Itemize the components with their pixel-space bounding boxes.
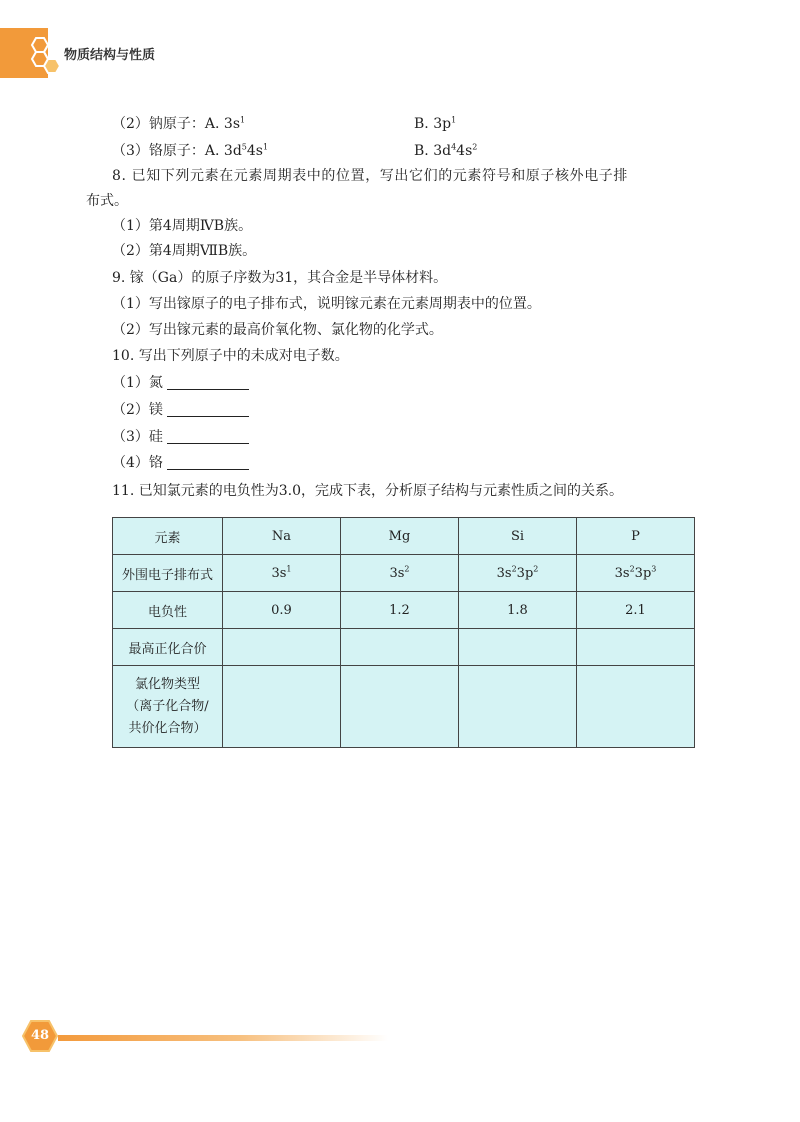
table-row-config — [113, 555, 695, 592]
q8-stem-line1: 8. 已知下列元素在元素周期表中的位置，写出它们的元素符号和原子核外电子排 — [112, 168, 629, 184]
cell-valence-na[interactable] — [223, 629, 341, 666]
q7-sodium-option-b: B. $3p^1$ — [414, 115, 457, 132]
chloride-header-line3: 共价化合物） — [128, 720, 207, 736]
q10-item-nitrogen: （1）氮 — [112, 373, 249, 393]
row-header-chloride — [113, 666, 223, 748]
table-row-element — [113, 518, 695, 555]
hexagon-logo-icon — [24, 36, 66, 76]
cell-config-na: $3s^1$ — [223, 555, 341, 592]
answer-blank[interactable] — [167, 429, 249, 444]
cell-chloride-si[interactable] — [459, 666, 577, 748]
cell-config-mg: $3s^2$ — [341, 555, 459, 592]
cell-config-si: $3s^23p^2$ — [459, 555, 577, 592]
q10-item-chromium: （4）铬 — [112, 453, 249, 473]
cell-valence-p[interactable] — [577, 629, 695, 666]
q8-stem-line2: 布式。 — [86, 193, 128, 209]
cell-element-si: Si — [459, 518, 577, 555]
cell-en-si: 1.8 — [459, 592, 577, 629]
answer-blank[interactable] — [167, 402, 249, 417]
cell-chloride-mg[interactable] — [341, 666, 459, 748]
q10-item-silicon: （3）硅 — [112, 427, 249, 447]
table-row-electronegativity — [113, 592, 695, 629]
q7-chromium-option-b: B. $3d^44s^2$ — [414, 142, 478, 159]
cell-valence-si[interactable] — [459, 629, 577, 666]
cell-en-p: 2.1 — [577, 592, 695, 629]
q9-stem: 9. 镓（Ga）的原子序数为31，其合金是半导体材料。 — [112, 270, 448, 286]
header-title: 物质结构与性质 — [64, 48, 156, 63]
q8-item-2: （2）第4周期ⅦB族。 — [112, 243, 257, 259]
q7-chromium-option-a: （3）铬原子：A. $3d^54s^1$ — [112, 142, 269, 159]
table-row-chloride — [113, 666, 695, 748]
q7-sodium-option-a: （2）钠原子：A. $3s^1$ — [112, 115, 246, 132]
cell-element-p: P — [577, 518, 695, 555]
cell-en-mg: 1.2 — [341, 592, 459, 629]
q8-item-1: （1）第4周期ⅣB族。 — [112, 218, 253, 234]
page-number: 48 — [30, 1028, 50, 1043]
answer-blank[interactable] — [167, 375, 249, 390]
q9-item-1: （1）写出镓原子的电子排布式，说明镓元素在元素周期表中的位置。 — [112, 296, 541, 312]
row-header-element: 元素 — [113, 518, 223, 555]
footer-bar — [58, 1035, 388, 1041]
chloride-header-line2: （离子化合物/ — [126, 698, 209, 714]
chloride-header-line1: 氯化物类型 — [134, 676, 200, 692]
cell-chloride-na[interactable] — [223, 666, 341, 748]
cell-en-na: 0.9 — [223, 592, 341, 629]
table-row-valence — [113, 629, 695, 666]
q10-stem: 10. 写出下列原子中的未成对电子数。 — [112, 348, 349, 364]
cell-config-p: $3s^23p^3$ — [577, 555, 695, 592]
row-header-electronegativity: 电负性 — [113, 592, 223, 629]
answer-blank[interactable] — [167, 455, 249, 470]
cell-chloride-p[interactable] — [577, 666, 695, 748]
element-properties-table — [112, 517, 695, 748]
row-header-config: 外围电子排布式 — [113, 555, 223, 592]
row-header-valence: 最高正化合价 — [113, 629, 223, 666]
q11-stem: 11. 已知氯元素的电负性为3.0，完成下表，分析原子结构与元素性质之间的关系。 — [112, 483, 623, 499]
cell-element-mg: Mg — [341, 518, 459, 555]
q9-item-2: （2）写出镓元素的最高价氧化物、氯化物的化学式。 — [112, 322, 443, 338]
cell-valence-mg[interactable] — [341, 629, 459, 666]
q10-item-magnesium: （2）镁 — [112, 400, 249, 420]
cell-element-na: Na — [223, 518, 341, 555]
